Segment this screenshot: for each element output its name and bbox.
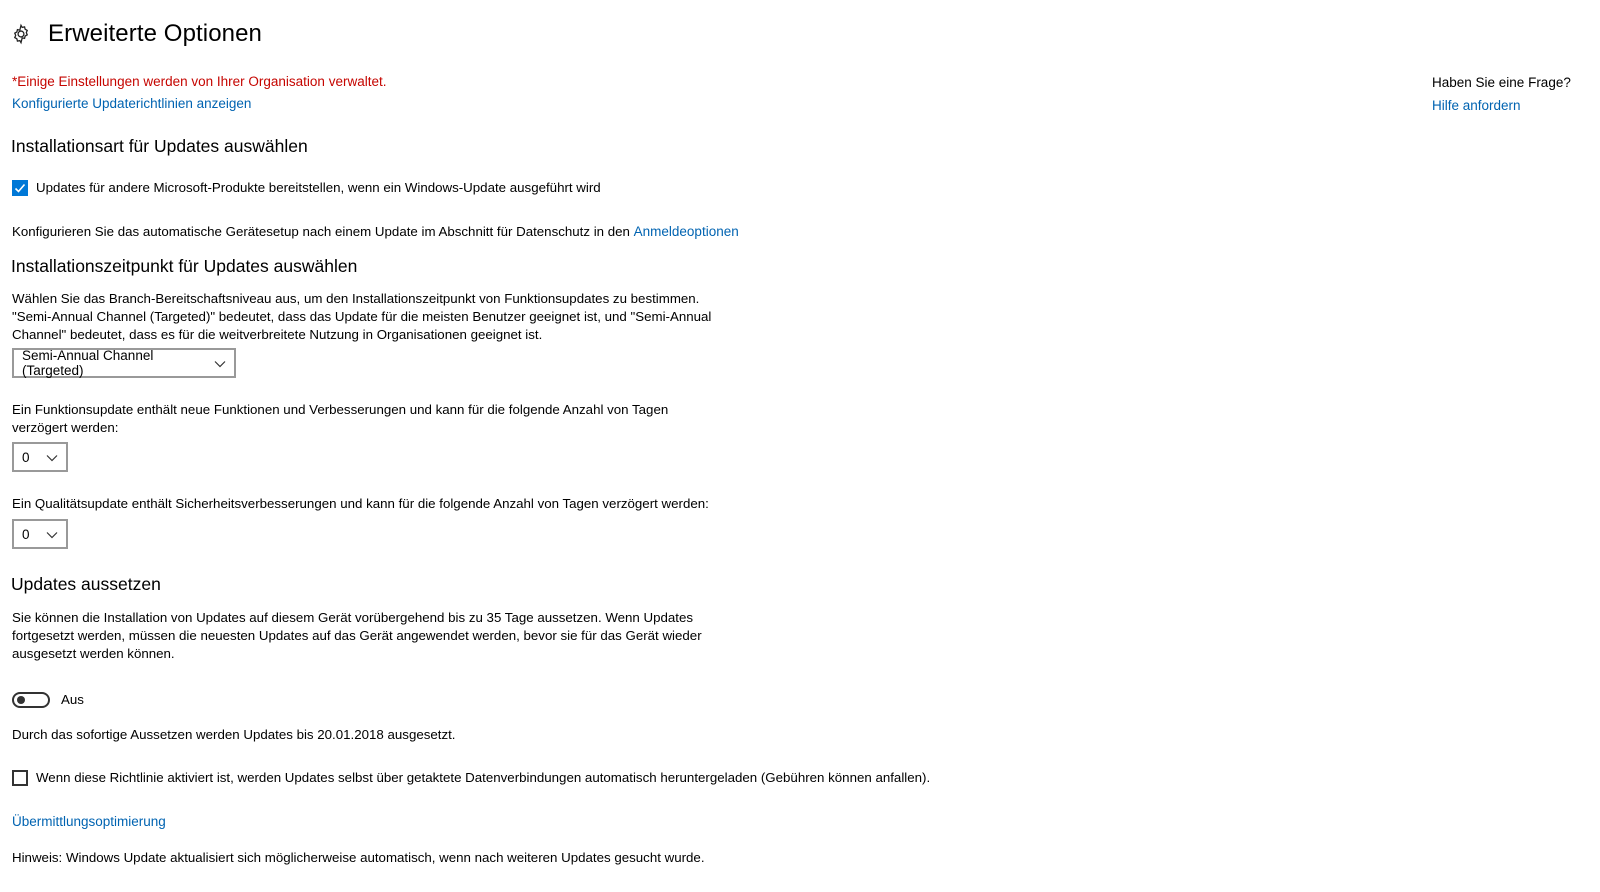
pause-description-line: ausgesetzt werden können.	[12, 646, 175, 661]
branch-readiness-value: Semi-Annual Channel (Targeted)	[22, 348, 154, 378]
metered-download-option[interactable]	[12, 769, 930, 787]
sign-in-options-link[interactable]: Anmeldeoptionen	[633, 224, 739, 239]
metered-download-label: Wenn diese Richtlinie aktiviert ist, werden Updates selbst über getaktete Datenverbindungen automatisch heruntergeladen (Gebühren können anfallen).	[36, 770, 931, 785]
pause-until-text: Durch das sofortige Aussetzen werden Updates bis 20.01.2018 ausgesetzt.	[12, 727, 456, 742]
page-title: Erweiterte Optionen	[48, 20, 263, 47]
help-link[interactable]: Hilfe anfordern	[1432, 98, 1521, 113]
metered-download-checkbox[interactable]	[12, 770, 28, 786]
managed-warning: *Einige Einstellungen werden von Ihrer Organisation verwaltet.	[12, 74, 387, 89]
branch-description	[12, 290, 712, 344]
branch-description-line: Wählen Sie das Branch-Bereitschaftsniveau aus, um den Installationszeitpunkt von Funktionsupdates zu bestimmen.	[12, 291, 700, 306]
feature-defer-line: verzögert werden:	[12, 420, 119, 435]
pause-description	[12, 609, 712, 663]
pause-toggle-state: Aus	[61, 692, 84, 707]
feature-defer-description	[12, 401, 712, 437]
pause-description-line: fortgesetzt werden, müssen die neuesten Updates auf das Gerät angewendet werden, bevor sie für das Gerät wieder	[12, 628, 702, 643]
auto-update-hint: Hinweis: Windows Update aktualisiert sich möglicherweise automatisch, wenn nach weiteren Updates gesucht wurde.	[12, 850, 705, 865]
branch-description-line: Channel" bedeutet, dass es für die weitverbreitete Nutzung in Organisationen geeignet ist.	[12, 327, 543, 342]
pause-toggle[interactable]	[12, 692, 50, 708]
branch-readiness-select[interactable]	[12, 348, 236, 378]
device-setup-text: Konfigurieren Sie das automatische Gerätesetup nach einem Update im Abschnitt für Datenschutz in den	[12, 224, 630, 239]
page-header	[10, 20, 262, 48]
other-products-label: Updates für andere Microsoft-Produkte bereitstellen, wenn ein Windows-Update ausgeführt wird	[36, 180, 601, 195]
install-time-heading: Installationszeitpunkt für Updates auswählen	[11, 256, 358, 276]
feature-defer-select[interactable]	[12, 442, 68, 472]
delivery-optimization-link[interactable]: Übermittlungsoptimierung	[12, 814, 166, 829]
pause-toggle-row[interactable]	[12, 691, 84, 709]
gear-icon	[10, 23, 32, 45]
pause-description-line: Sie können die Installation von Updates auf diesem Gerät vorübergehend bis zu 35 Tage aussetzen. Wenn Updates	[12, 610, 694, 625]
policies-link[interactable]: Konfigurierte Updaterichtlinien anzeigen	[12, 96, 252, 111]
quality-defer-value: 0	[22, 526, 30, 542]
device-setup-row	[12, 223, 739, 241]
feature-defer-value: 0	[22, 449, 30, 465]
feature-defer-line: Ein Funktionsupdate enthält neue Funktionen und Verbesserungen und kann für die folgende Anzahl von Tagen	[12, 402, 669, 417]
other-products-option[interactable]	[12, 179, 601, 197]
branch-description-line: "Semi-Annual Channel (Targeted)" bedeutet, dass das Update für die meisten Benutzer geeignet ist, und "Semi-Annual	[12, 309, 712, 324]
chevron-down-icon	[46, 450, 58, 465]
install-type-heading: Installationsart für Updates auswählen	[11, 136, 308, 156]
help-question: Haben Sie eine Frage?	[1432, 75, 1571, 90]
pause-updates-heading: Updates aussetzen	[11, 574, 161, 594]
quality-defer-description: Ein Qualitätsupdate enthält Sicherheitsverbesserungen und kann für die folgende Anzahl von Tagen verzögert werden:	[12, 496, 709, 511]
checkmark-icon	[14, 182, 26, 194]
chevron-down-icon	[46, 527, 58, 542]
chevron-down-icon	[214, 356, 226, 371]
other-products-checkbox[interactable]	[12, 180, 28, 196]
quality-defer-select[interactable]	[12, 519, 68, 549]
toggle-knob	[17, 696, 25, 704]
